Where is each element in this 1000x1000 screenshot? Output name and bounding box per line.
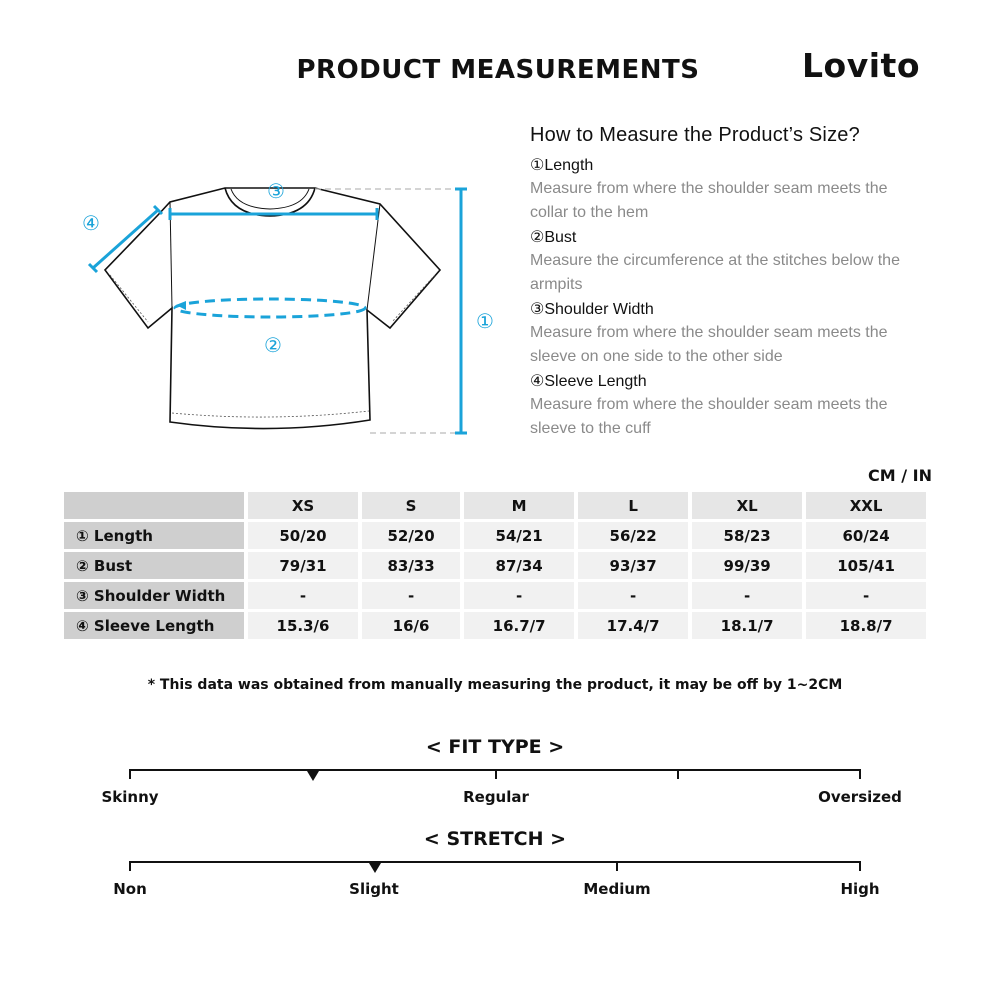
- row-label: ② Bust: [64, 552, 244, 579]
- table-cell: 93/37: [578, 552, 688, 579]
- table-cell: 52/20: [362, 522, 460, 549]
- fit-type-tick: [495, 769, 497, 779]
- table-cell: 16.7/7: [464, 612, 574, 639]
- size-header-xl: XL: [692, 492, 802, 519]
- table-cell: 54/21: [464, 522, 574, 549]
- table-cell: -: [362, 582, 460, 609]
- stretch-title: < STRETCH >: [423, 828, 567, 850]
- table-cell: -: [248, 582, 358, 609]
- marker-length: ①: [476, 309, 494, 333]
- size-table: [60, 489, 930, 642]
- table-cell: -: [806, 582, 926, 609]
- table-cell: 18.8/7: [806, 612, 926, 639]
- fit-type-tick: [677, 769, 679, 779]
- marker-shoulder: ③: [267, 179, 285, 203]
- size-header-xxl: XXL: [806, 492, 926, 519]
- fit-label-regular: Regular: [463, 788, 529, 806]
- table-cell: 79/31: [248, 552, 358, 579]
- table-corner-cell: [64, 492, 244, 519]
- guide-item-desc: Measure from where the shoulder seam meets the sleeve on one side to the other side: [530, 324, 888, 365]
- stretch-tick: [129, 861, 131, 871]
- table-cell: -: [464, 582, 574, 609]
- stretch-label-slight: Slight: [349, 880, 399, 898]
- measurement-note: * This data was obtained from manually measuring the product, it may be off by 1~2CM: [147, 677, 843, 693]
- guide-item-title: ④Sleeve Length: [530, 373, 647, 390]
- unit-label: CM / IN: [868, 466, 932, 485]
- table-cell: 16/6: [362, 612, 460, 639]
- guide-item-title: ③Shoulder Width: [530, 301, 654, 318]
- fit-label-skinny: Skinny: [101, 788, 159, 806]
- size-header-m: M: [464, 492, 574, 519]
- tshirt-outline: [105, 188, 440, 429]
- guide-item-desc: Measure the circumference at the stitches below the armpits: [530, 252, 900, 293]
- table-row-length: [64, 522, 926, 549]
- table-cell: 50/20: [248, 522, 358, 549]
- table-cell: 60/24: [806, 522, 926, 549]
- table-cell: 83/33: [362, 552, 460, 579]
- table-cell: 56/22: [578, 522, 688, 549]
- table-cell: 17.4/7: [578, 612, 688, 639]
- guide-heading: How to Measure the Product’s Size?: [530, 124, 860, 146]
- table-cell: 15.3/6: [248, 612, 358, 639]
- stretch-marker: [369, 863, 381, 873]
- stretch-label-high: High: [840, 880, 880, 898]
- stretch-axis: [130, 861, 861, 863]
- stretch-tick: [859, 861, 861, 871]
- fit-label-oversized: Oversized: [818, 788, 902, 806]
- stretch-tick: [616, 861, 618, 871]
- size-header-l: L: [578, 492, 688, 519]
- guide-item-sleeve: [530, 371, 950, 441]
- size-header-xs: XS: [248, 492, 358, 519]
- guide-item-title: ①Length: [530, 157, 594, 174]
- guide-item-bust: [530, 227, 950, 297]
- brand-logo: Lovito: [802, 46, 920, 85]
- stretch-label-non: Non: [113, 880, 147, 898]
- tshirt-diagram: [70, 170, 520, 445]
- row-label: ③ Shoulder Width: [64, 582, 244, 609]
- size-header-s: S: [362, 492, 460, 519]
- measure-guide: [530, 124, 950, 441]
- fit-type-marker: [307, 771, 319, 781]
- guide-item-shoulder: [530, 299, 950, 369]
- marker-sleeve: ④: [82, 211, 100, 235]
- table-cell: -: [692, 582, 802, 609]
- table-cell: 18.1/7: [692, 612, 802, 639]
- tshirt-illustration: [70, 170, 520, 445]
- table-cell: -: [578, 582, 688, 609]
- fit-type-tick: [859, 769, 861, 779]
- page-title: PRODUCT MEASUREMENTS: [296, 55, 700, 85]
- row-label: ① Length: [64, 522, 244, 549]
- table-row-shoulder: [64, 582, 926, 609]
- table-cell: 105/41: [806, 552, 926, 579]
- table-cell: 87/34: [464, 552, 574, 579]
- table-row-sleeve: [64, 612, 926, 639]
- guide-item-length: [530, 155, 950, 225]
- table-cell: 58/23: [692, 522, 802, 549]
- stretch-label-medium: Medium: [583, 880, 651, 898]
- guide-item-title: ②Bust: [530, 229, 577, 246]
- fit-type-tick: [129, 769, 131, 779]
- table-cell: 99/39: [692, 552, 802, 579]
- size-header-row: [64, 492, 926, 519]
- table-row-bust: [64, 552, 926, 579]
- marker-bust: ②: [264, 333, 282, 357]
- guide-item-desc: Measure from where the shoulder seam meets the collar to the hem: [530, 180, 888, 221]
- row-label: ④ Sleeve Length: [64, 612, 244, 639]
- guide-item-desc: Measure from where the shoulder seam meets the sleeve to the cuff: [530, 396, 888, 437]
- fit-type-title: < FIT TYPE >: [425, 736, 565, 758]
